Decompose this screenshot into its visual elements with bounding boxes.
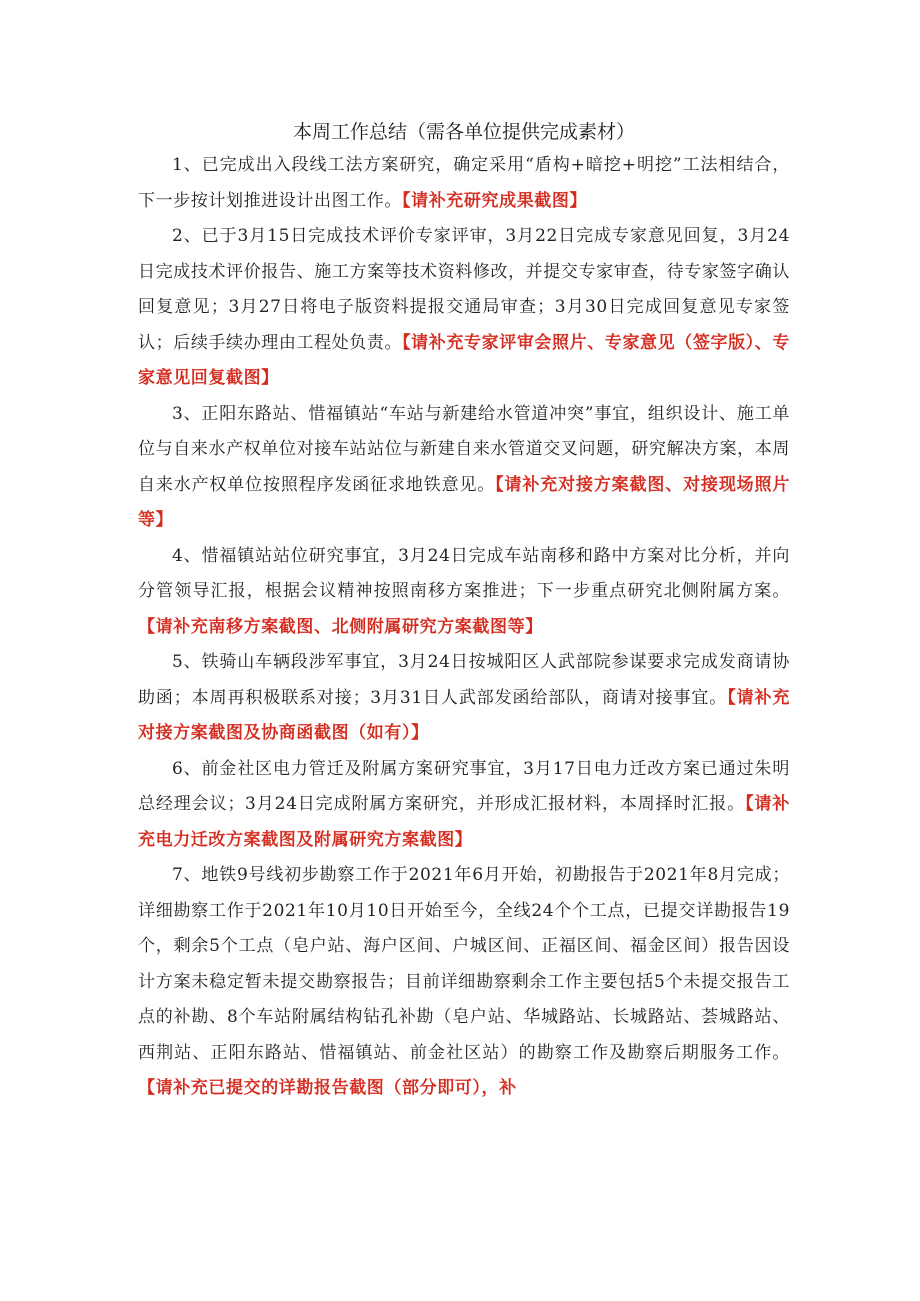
summary-item-1 <box>138 148 790 219</box>
material-request: 【请补充南移方案截图、北侧附属研究方案截图等】 <box>138 616 543 637</box>
summary-item-6 <box>138 752 790 859</box>
summary-item-3 <box>138 397 790 539</box>
material-request: 【请补充对接方案截图、对接现场照片等】 <box>138 474 791 530</box>
material-request: 【请补充电力迁改方案截图及附属研究方案截图】 <box>138 794 790 850</box>
document-page <box>138 112 790 1107</box>
item-text: 7、地铁9号线初步勘察工作于2021年6月开始，初勘报告于2021年8月完成；详细勘察工作于2021年10月10日开始至今，全线24个个工点，已提交详勘报告19个，剩余5个工点（皂户站、海户区间、户城区间、正福区间、福金区间）报告因设计方案未稳定暂未提交勘察报告；目前详细勘察剩余工作主要包括5个未提交报告工点的补勘、8个车站附属结构钻孔补勘（皂户站、华城路站、长城路站、荟城路站、西荆站、正阳东路站、惜福镇站、前金社区站）的勘察工作及勘察后期服务工作。 <box>138 865 790 1063</box>
summary-item-2 <box>138 219 790 397</box>
item-text: 5、铁骑山车辆段涉军事宜，3月24日按城阳区人武部院参谋要求完成发商请协助函；本周再积极联系对接；3月31日人武部发函给部队，商请对接事宜。 <box>138 652 790 708</box>
material-request: 【请补充对接方案截图及协商函截图（如有）】 <box>138 687 790 743</box>
summary-item-4 <box>138 539 790 646</box>
item-text: 6、前金社区电力管迁及附属方案研究事宜，3月17日电力迁改方案已通过朱明总经理会议；3月24日完成附属方案研究，并形成汇报材料，本周择时汇报。 <box>138 758 790 814</box>
item-text: 4、惜福镇站站位研究事宜，3月24日完成车站南移和路中方案对比分析，并向分管领导汇报，根据会议精神按照南移方案推进；下一步重点研究北侧附属方案。 <box>138 545 790 601</box>
page-title: 本周工作总结（需各单位提供完成素材） <box>292 121 635 143</box>
item-text: 1、已完成出入段线工法方案研究，确定采用“盾构+暗挖+明挖”工法相结合，下一步按计划推进设计出图工作。 <box>138 155 790 211</box>
material-request: 【请补充研究成果截图】 <box>402 190 588 211</box>
material-request: 【请补充专家评审会照片、专家意见（签字版）、专家意见回复截图】 <box>138 332 790 388</box>
item-text: 2、已于3月15日完成技术评价专家评审，3月22日完成专家意见回复，3月24日完成技术评价报告、施工方案等技术资料修改，并提交专家审查，待专家签字确认回复意见；3月27日将电子版资料提报交通局审查；3月30日完成回复意见专家签认；后续手续办理由工程处负责。 <box>138 226 790 353</box>
summary-item-7 <box>138 858 790 1107</box>
item-text: 3、正阳东路站、惜福镇站“车站与新建给水管道冲突”事宜，组织设计、施工单位与自来水产权单位对接车站站位与新建自来水管道交叉问题，研究解决方案，本周自来水产权单位按照程序发函征求地铁意见。 <box>138 403 790 495</box>
summary-item-5 <box>138 645 790 752</box>
material-request: 【请补充已提交的详勘报告截图（部分即可），补 <box>138 1078 517 1098</box>
